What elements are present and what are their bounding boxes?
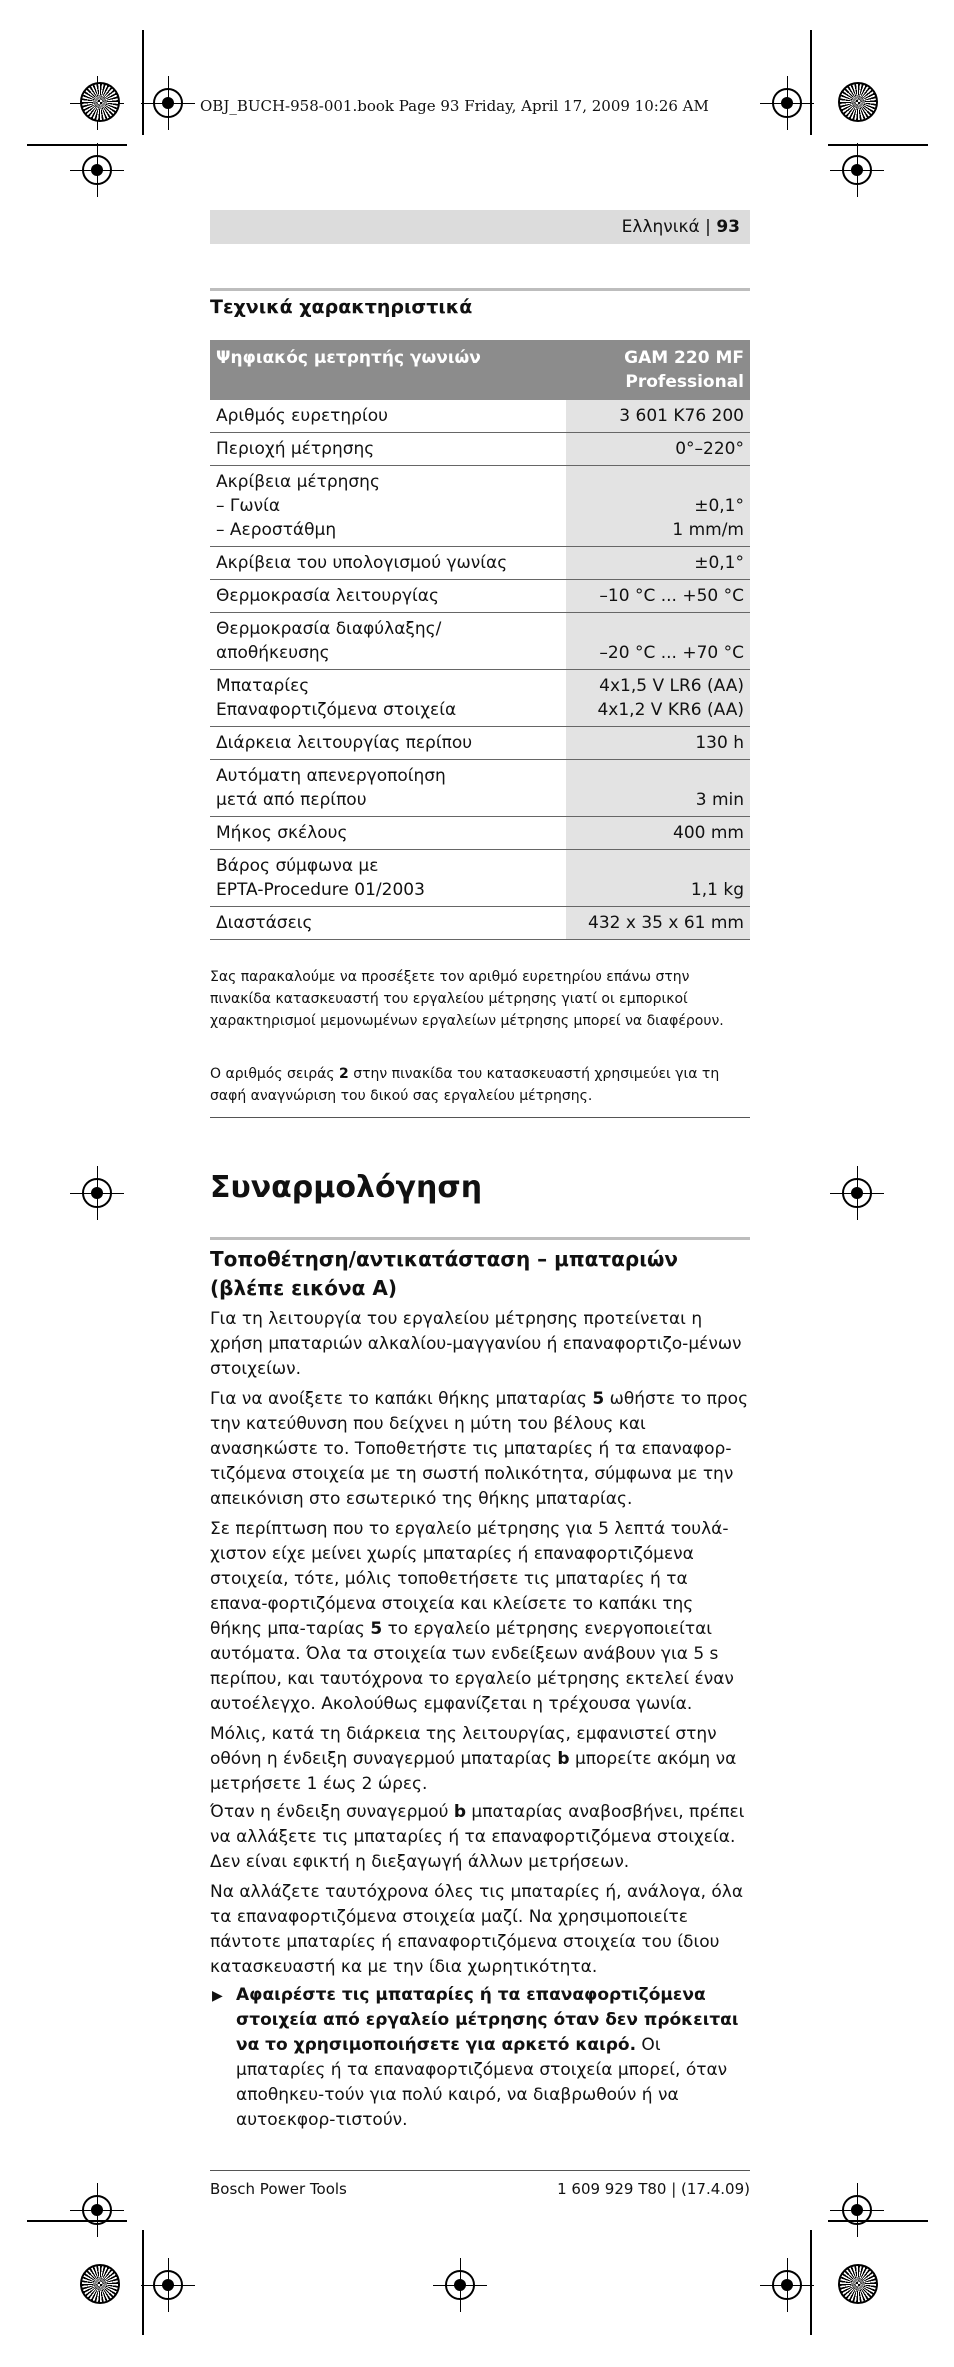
registration-mark-icon (842, 155, 872, 185)
color-star-target-icon (838, 2264, 878, 2304)
paragraph: Για τη λειτουργία του εργαλείου μέτρησης προτείνεται η χρήση μπαταριών αλκαλίου-μαγγανίου ή επαναφορτιζο-μένων στοιχείων. (210, 1309, 742, 1379)
spec-value: ±0,1° (566, 547, 750, 580)
color-star-target-icon (80, 2264, 120, 2304)
registration-mark-icon (842, 1178, 872, 1208)
paragraph (210, 1387, 750, 1512)
specs-table (210, 340, 750, 940)
paragraph-ref: b (453, 1802, 466, 1822)
divider (210, 288, 750, 291)
specs-note-serial (210, 1063, 750, 1107)
paragraph-text: Για να ανοίξετε το καπάκι θήκης μπαταρίας (210, 1389, 593, 1409)
subsection-title: Τοποθέτηση/αντικατάσταση – μπαταριών (βλέπε εικόνα A) (210, 1247, 679, 1300)
paragraph-ref: 5 (592, 1389, 605, 1409)
paragraph-text: Σε περίπτωση που το εργαλείο μέτρησης για 5 λεπτά τουλά-χιστον είχε μείνει χωρίς μπαταρίες ή επαναφορτιζόμενα στοιχεία, τότε, μόλις τοποθετήσετε τις μπαταρίες ή τα επανα-φορτιζόμενα στοιχεία και κλείσετε το καπάκι της θήκης μπα-ταρίας (210, 1519, 729, 1639)
spec-value: 130 h (566, 727, 750, 760)
registration-mark-icon (772, 2270, 802, 2300)
paragraph-text: ωθήστε το προς την κατεύθυνση που δείχνει η μύτη του βέλους και ανασηκώστε το. Τοποθετήστε τις μπαταρίες ή τα επαναφορ-τιζόμενα στοιχεία με τη σωστή πολικότητα, σύμφωνα με την απεικόνιση στο εσωτερικό της θήκης μπαταρίας. (210, 1389, 749, 1509)
paragraph: Να αλλάζετε ταυτόχρονα όλες τις μπαταρίες ή, ανάλογα, όλα τα επαναφορτιζόμενα στοιχεία μαζί. Να χρησιμοποιείτε πάντοτε μπαταρίες ή επαναφορτιζόμενα στοιχεία του ίδιου κατασκευαστή κα με την ίδια χωρητικότητα. (210, 1882, 744, 1977)
table-row (210, 547, 750, 580)
table-row (210, 466, 750, 547)
registration-mark-icon (82, 2195, 112, 2225)
warning-bullet (236, 1983, 750, 2133)
color-star-target-icon (80, 82, 120, 122)
note-text: στην πινακίδα του κατασκευαστή χρησιμεύει για τη σαφή αναγνώριση του δικού σας εργαλείου μέτρησης. (210, 1066, 720, 1104)
divider (210, 1237, 750, 1240)
spec-label: Μπαταρίες Επαναφορτιζόμενα στοιχεία (210, 670, 566, 727)
registration-mark-icon (82, 155, 112, 185)
spec-label: Θερμοκρασία διαφύλαξης/ αποθήκευσης (210, 613, 566, 670)
table-row (210, 613, 750, 670)
registration-mark-icon (153, 88, 183, 118)
spec-value: –20 °C ... +70 °C (566, 613, 750, 670)
spec-value: 0°–220° (566, 433, 750, 466)
paragraph-ref: b (557, 1749, 570, 1769)
specs-note: Σας παρακαλούμε να προσέξετε τον αριθμό ευρετηρίου επάνω στην πινακίδα κατασκευαστή του εργαλείου μέτρησης γιατί οι εμπορικοί χαρακτηρισμοί μεμονωμένων εργαλείων μέτρησης μπορεί να διαφέρουν. (210, 969, 724, 1029)
paragraph-text: μπορείτε ακόμη να μετρήσετε 1 έως 2 ώρες. (210, 1749, 737, 1794)
bullet-arrow-icon: ▶ (212, 1988, 223, 2004)
spec-label: Ακρίβεια του υπολογισμού γωνίας (210, 547, 566, 580)
spec-label: Περιοχή μέτρησης (210, 433, 566, 466)
spec-label: Αριθμός ευρετηρίου (210, 400, 566, 433)
specs-table-header (210, 340, 750, 400)
paragraph-text: το εργαλείο μέτρησης ενεργοποιείται αυτόματα. Όλα τα στοιχεία των ενδείξεων ανάβουν για 5 s περίπου, και ταυτόχρονα το εργαλείο μέτρησης εκτελεί έναν αυτοέλεγχο. Ακολούθως εμφανίζεται η τρέχουσα γωνία. (210, 1619, 734, 1714)
specs-head-value: GAM 220 MF Professional (566, 340, 750, 400)
header-separator: | (699, 217, 717, 237)
paragraph-text: Όταν η ένδειξη συναγερμού (210, 1802, 454, 1822)
paragraph (210, 1800, 750, 1875)
spec-label: Βάρος σύμφωνα με EPTA-Procedure 01/2003 (210, 850, 566, 907)
spec-value: 4x1,5 V LR6 (AA) 4x1,2 V KR6 (AA) (566, 670, 750, 727)
registration-mark-icon (82, 1178, 112, 1208)
spec-value: –10 °C ... +50 °C (566, 580, 750, 613)
divider (210, 2170, 750, 2171)
table-row (210, 727, 750, 760)
spec-label: Μήκος σκέλους (210, 817, 566, 850)
spec-value: 3 min (566, 760, 750, 817)
spec-label: Ακρίβεια μέτρησης – Γωνία – Αεροστάθμη (210, 466, 566, 547)
registration-mark-icon (445, 2270, 475, 2300)
header-language: Ελληνικά (621, 217, 700, 237)
table-row (210, 817, 750, 850)
footer-left: Bosch Power Tools (210, 2180, 347, 2198)
color-star-target-icon (838, 82, 878, 122)
paragraph (210, 1517, 750, 1717)
spec-value: 3 601 K76 200 (566, 400, 750, 433)
paragraph-ref: 5 (370, 1619, 383, 1639)
spec-value: 400 mm (566, 817, 750, 850)
table-row (210, 400, 750, 433)
warning-bold: Αφαιρέστε τις μπαταρίες ή τα επαναφορτιζόμενα στοιχεία από εργαλείο μέτρησης όταν δεν πρόκειται να το χρησιμοποιήσετε για αρκετό καιρό. (236, 1985, 739, 2055)
paragraph-text: Μόλις, κατά τη διάρκεια της λειτουργίας, εμφανιστεί στην οθόνη η ένδειξη συναγερμού μπαταρίας (210, 1724, 717, 1769)
page-header (210, 210, 750, 244)
specs-head-label: Ψηφιακός μετρητής γωνιών (210, 340, 566, 400)
paragraph (210, 1722, 750, 1797)
table-row (210, 760, 750, 817)
table-row (210, 850, 750, 907)
warning-text: Οι μπαταρίες ή τα επαναφορτιζόμενα στοιχεία μπορεί, όταν αποθηκευ-τούν για πολύ καιρό, να διαβρωθούν ή να αυτοεκφορ-τιστούν. (236, 2035, 728, 2130)
registration-mark-icon (153, 2270, 183, 2300)
spec-value: ±0,1° 1 mm/m (566, 466, 750, 547)
registration-mark-icon (842, 2195, 872, 2225)
note-text: Ο αριθμός σειράς (210, 1066, 339, 1082)
spec-value: 432 x 35 x 61 mm (566, 907, 750, 940)
table-row (210, 580, 750, 613)
spec-label: Θερμοκρασία λειτουργίας (210, 580, 566, 613)
registration-mark-icon (772, 88, 802, 118)
specs-title: Τεχνικά χαρακτηριστικά (210, 296, 473, 318)
table-row (210, 907, 750, 940)
footer-right: 1 609 929 T80 | (17.4.09) (557, 2180, 750, 2198)
divider (210, 1117, 750, 1118)
note-ref: 2 (339, 1066, 349, 1082)
spec-value: 1,1 kg (566, 850, 750, 907)
page-number: 93 (716, 217, 740, 237)
print-header: OBJ_BUCH-958-001.book Page 93 Friday, April 17, 2009 10:26 AM (200, 97, 709, 115)
table-row (210, 433, 750, 466)
spec-label: Διαστάσεις (210, 907, 566, 940)
paragraph-text: μπαταρίας αναβοσβήνει, πρέπει να αλλάξετε τις μπαταρίες ή τα επαναφορτιζόμενα στοιχεία. Δεν είναι εφικτή η διεξαγωγή άλλων μετρήσεων. (210, 1802, 745, 1872)
table-row (210, 670, 750, 727)
section-title: Συναρμολόγηση (210, 1170, 483, 1205)
spec-label: Αυτόματη απενεργοποίηση μετά από περίπου (210, 760, 566, 817)
spec-label: Διάρκεια λειτουργίας περίπου (210, 727, 566, 760)
